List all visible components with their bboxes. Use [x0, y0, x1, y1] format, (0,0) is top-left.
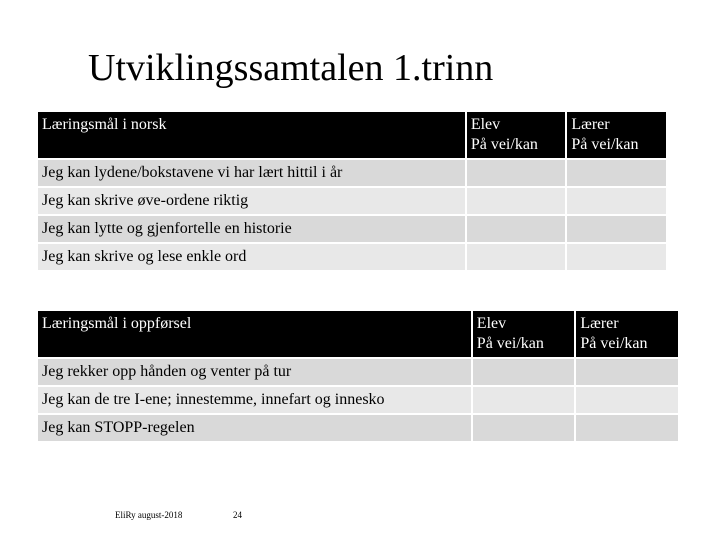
norsk-header: Læringsmål i norsk — [38, 112, 465, 158]
elev-cell[interactable] — [473, 387, 575, 413]
goal-text: Jeg kan skrive øve-ordene riktig — [38, 188, 465, 214]
table-row — [38, 216, 666, 242]
elev-cell[interactable] — [467, 216, 566, 242]
laerer-column-header — [567, 112, 666, 158]
table-header-row — [38, 311, 678, 357]
elev-column-header — [473, 311, 575, 357]
elev-cell[interactable] — [473, 359, 575, 385]
goal-text: Jeg kan de tre I-ene; innestemme, innefart og innesko — [38, 387, 471, 413]
laerer-cell[interactable] — [576, 359, 678, 385]
elev-cell[interactable] — [467, 188, 566, 214]
laerer-sub-label: På vei/kan — [580, 335, 648, 352]
goal-text: Jeg kan skrive og lese enkle ord — [38, 244, 465, 270]
oppforsel-header: Læringsmål i oppførsel — [38, 311, 471, 357]
goal-text: Jeg kan lytte og gjenfortelle en historie — [38, 216, 465, 242]
table-row — [38, 244, 666, 270]
elev-sub-label: På vei/kan — [470, 136, 538, 153]
goal-text: Jeg rekker opp hånden og venter på tur — [38, 359, 471, 385]
elev-cell[interactable] — [467, 160, 566, 186]
laerer-label: Lærer — [580, 315, 619, 332]
oppforsel-goals-table — [36, 309, 680, 443]
table-row — [38, 415, 678, 441]
table-row — [38, 359, 678, 385]
laerer-sub-label: På vei/kan — [571, 136, 639, 153]
laerer-cell[interactable] — [567, 216, 666, 242]
footer-page-number: 24 — [233, 510, 242, 520]
laerer-cell[interactable] — [576, 387, 678, 413]
footer-author: EliRy august-2018 — [115, 510, 183, 520]
laerer-cell[interactable] — [567, 160, 666, 186]
laerer-cell[interactable] — [576, 415, 678, 441]
laerer-cell[interactable] — [567, 188, 666, 214]
norsk-goals-table — [36, 110, 668, 272]
elev-label: Elev — [476, 315, 507, 332]
table-header-row — [38, 112, 666, 158]
goal-text: Jeg kan STOPP-regelen — [38, 415, 471, 441]
slide-title: Utviklingssamtalen 1.trinn — [88, 47, 494, 89]
table-row — [38, 160, 666, 186]
goal-text: Jeg kan lydene/bokstavene vi har lært hittil i år — [38, 160, 465, 186]
table-row — [38, 387, 678, 413]
elev-sub-label: På vei/kan — [476, 335, 544, 352]
laerer-column-header — [576, 311, 678, 357]
elev-cell[interactable] — [473, 415, 575, 441]
table-row — [38, 188, 666, 214]
elev-label: Elev — [470, 116, 501, 133]
elev-column-header — [467, 112, 566, 158]
laerer-label: Lærer — [571, 116, 610, 133]
laerer-cell[interactable] — [567, 244, 666, 270]
elev-cell[interactable] — [467, 244, 566, 270]
